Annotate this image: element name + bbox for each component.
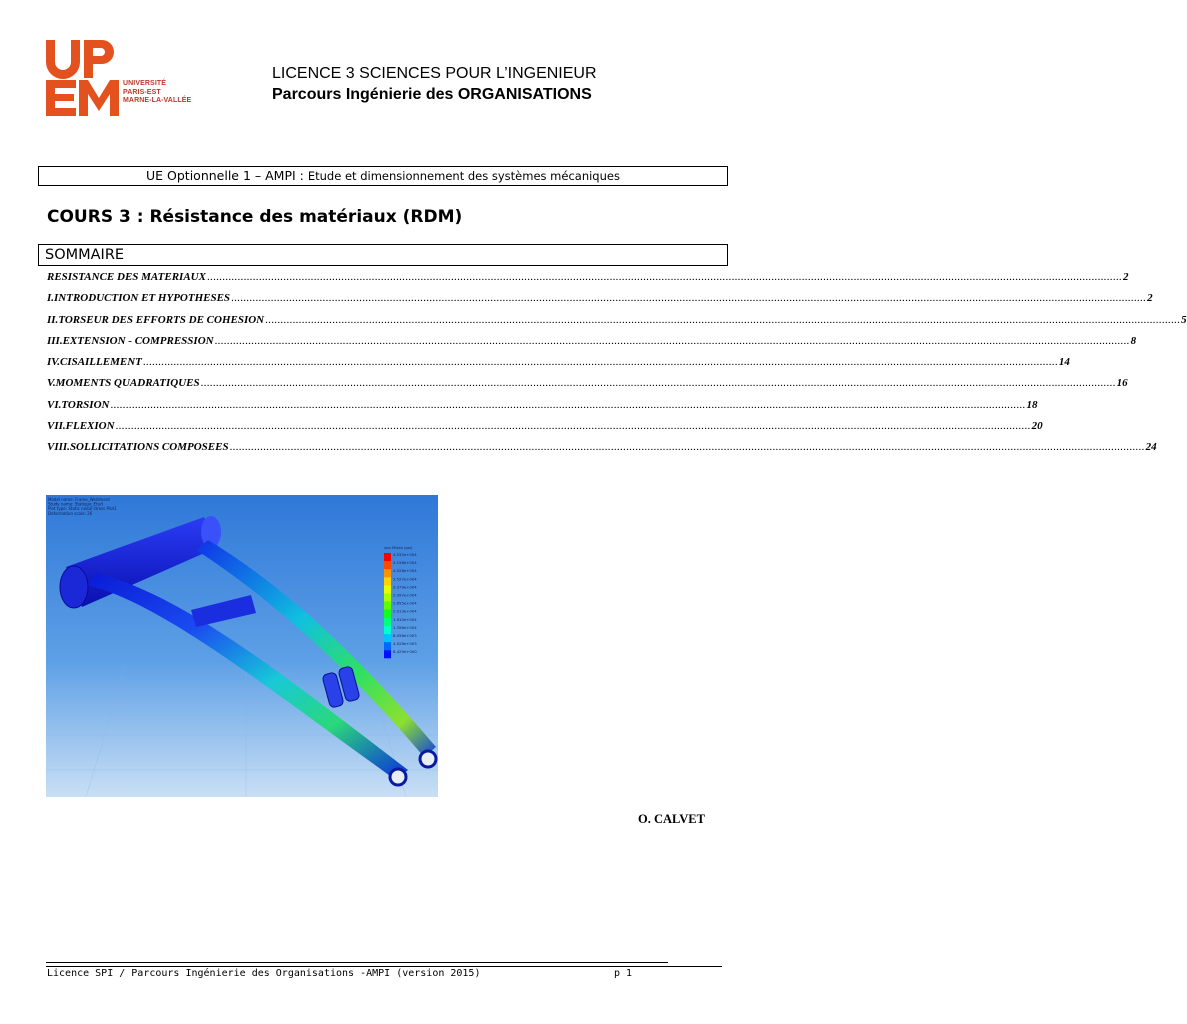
toc-entry[interactable]	[47, 271, 1129, 292]
legend-value: 4.028e+004	[393, 568, 417, 574]
legend-swatch	[384, 610, 391, 618]
toc-leader-dots: ............................................................................................................................................................................................................................................................................................................	[200, 377, 1116, 390]
toc-entry-page: 20	[1031, 420, 1043, 433]
footer-divider	[46, 962, 668, 963]
fea-model-render	[46, 495, 438, 797]
legend-swatch	[384, 650, 391, 658]
toc-entry-title: TORSION	[61, 398, 110, 411]
toc-entry-page: 18	[1026, 398, 1038, 411]
toc-entry-title: CISAILLEMENT	[59, 356, 142, 369]
legend-swatch	[384, 561, 391, 569]
toc-leader-dots: ............................................................................................................................................................................................................................................................................................................	[115, 420, 1031, 433]
toc-entry-number: II.	[47, 313, 59, 326]
ue-box	[38, 166, 728, 186]
legend-swatch	[384, 642, 391, 650]
logo-line: MARNE-LA-VALLÉE	[123, 97, 192, 104]
fea-info-line: Study name: Statique_Etud	[48, 501, 103, 507]
toc-entry-page: 14	[1058, 356, 1070, 369]
toc-entry-page: 2	[1147, 292, 1153, 305]
header-titles	[272, 63, 597, 105]
fea-info-line: Plot type: Static nodal stress Plot1	[48, 506, 117, 512]
legend-value: 3.527e+004	[393, 576, 417, 582]
toc-leader-dots: ............................................................................................................................................................................................................................................................................................................	[110, 398, 1026, 411]
legend-value: 4.028e+003	[393, 641, 417, 647]
legend-swatch	[384, 577, 391, 585]
toc-entry-title: TORSEUR DES EFFORTS DE COHESION	[58, 313, 265, 326]
legend-swatch	[384, 594, 391, 602]
legend-value: 3.379e+004	[393, 584, 417, 590]
legend-swatch	[384, 569, 391, 577]
toc-entry-number: III.	[47, 334, 63, 347]
page-number: p 1	[614, 968, 633, 979]
program-title: LICENCE 3 SCIENCES POUR L’INGENIEUR	[272, 65, 597, 82]
toc-entry-page: 16	[1116, 377, 1128, 390]
author-name: O. CALVET	[638, 812, 705, 826]
toc-entry-number: VI.	[47, 398, 62, 411]
logo-line: UNIVERSITÉ	[123, 80, 167, 87]
course-title: COURS 3 : Résistance des matériaux (RDM)	[47, 207, 463, 227]
legend-value: 4.532e+004	[393, 552, 417, 557]
sommaire-heading: SOMMAIRE	[38, 244, 728, 266]
toc-entry[interactable]	[47, 441, 1157, 462]
fea-info-line: Model name: Frame_Weldment	[48, 497, 110, 502]
legend-value: 2.997e+004	[393, 592, 417, 598]
toc-entry-title: SOLLICITATIONS COMPOSEES	[69, 441, 229, 454]
ue-text: Etude et dimensionnement des systèmes mécaniques	[307, 169, 620, 183]
toc-entry[interactable]	[47, 420, 1043, 441]
toc-entry-number: IV.	[47, 356, 60, 369]
toc-entry-number: VIII.	[47, 441, 70, 454]
upem-logo-icon	[46, 40, 120, 116]
legend-swatch	[384, 585, 391, 593]
fea-stress-image	[46, 495, 438, 797]
toc-leader-dots: ............................................................................................................................................................................................................................................................................................................	[206, 271, 1122, 283]
legend-value: 8.056e+003	[393, 633, 417, 638]
toc-entry-page: 5	[1181, 313, 1187, 326]
legend-value: 4.156e+004	[393, 560, 417, 566]
legend-value: 8.429e+000	[393, 649, 417, 655]
toc-entry[interactable]	[47, 334, 1137, 356]
legend-value: 2.013e+004	[393, 608, 417, 614]
toc-leader-dots: ............................................................................................................................................................................................................................................................................................................	[231, 292, 1147, 305]
toc-entry[interactable]	[47, 356, 1070, 377]
legend-swatch	[384, 602, 391, 610]
toc-entry-number: VII.	[47, 420, 66, 433]
toc-entry-title: MOMENTS QUADRATIQUES	[55, 377, 200, 390]
toc-entry-title: FLEXION	[65, 420, 115, 433]
table-of-contents	[47, 271, 1187, 463]
university-logo	[46, 40, 206, 118]
program-subtitle: Parcours Ingénierie des ORGANISATIONS	[272, 86, 592, 103]
toc-entry[interactable]	[47, 292, 1153, 313]
legend-value: 1.910e+004	[393, 616, 417, 622]
logo-text	[123, 80, 191, 106]
toc-entry-number: I.	[47, 292, 55, 305]
footer-divider	[46, 966, 722, 967]
legend-title: von Mises (psi)	[384, 545, 413, 550]
toc-leader-dots: ............................................................................................................................................................................................................................................................................................................	[214, 334, 1130, 347]
legend-value: 1.356e+004	[393, 624, 417, 630]
fea-info-line: Deformation scale: 26	[48, 510, 93, 516]
ue-prefix: UE Optionnelle 1 – AMPI :	[146, 168, 304, 183]
toc-entry[interactable]	[47, 313, 1187, 335]
legend-swatch	[384, 618, 391, 626]
toc-leader-dots: ............................................................................................................................................................................................................................................................................................................	[229, 441, 1145, 454]
footer-text: Licence SPI / Parcours Ingénierie des Organisations -AMPI (version 2015)	[47, 968, 481, 979]
toc-entry-page: 8	[1130, 334, 1137, 347]
toc-entry-page: 24	[1145, 441, 1157, 454]
legend-value: 2.655e+004	[393, 600, 417, 606]
legend-swatch	[384, 626, 391, 634]
toc-entry-number: V.	[47, 377, 56, 390]
toc-entry-title: INTRODUCTION ET HYPOTHESES	[54, 292, 231, 305]
toc-entry-page: 2	[1122, 271, 1129, 283]
legend-swatch	[384, 553, 391, 561]
toc-entry-title: EXTENSION - COMPRESSION	[62, 334, 214, 347]
toc-entry[interactable]	[47, 398, 1038, 420]
toc-entry[interactable]	[47, 377, 1128, 398]
legend-swatch	[384, 634, 391, 642]
toc-leader-dots: ............................................................................................................................................................................................................................................................................................................	[142, 356, 1058, 369]
toc-leader-dots: ............................................................................................................................................................................................................................................................................................................	[265, 313, 1181, 326]
toc-entry-title: RESISTANCE DES MATERIAUX	[47, 271, 206, 283]
logo-line: PARIS-EST	[123, 88, 161, 96]
